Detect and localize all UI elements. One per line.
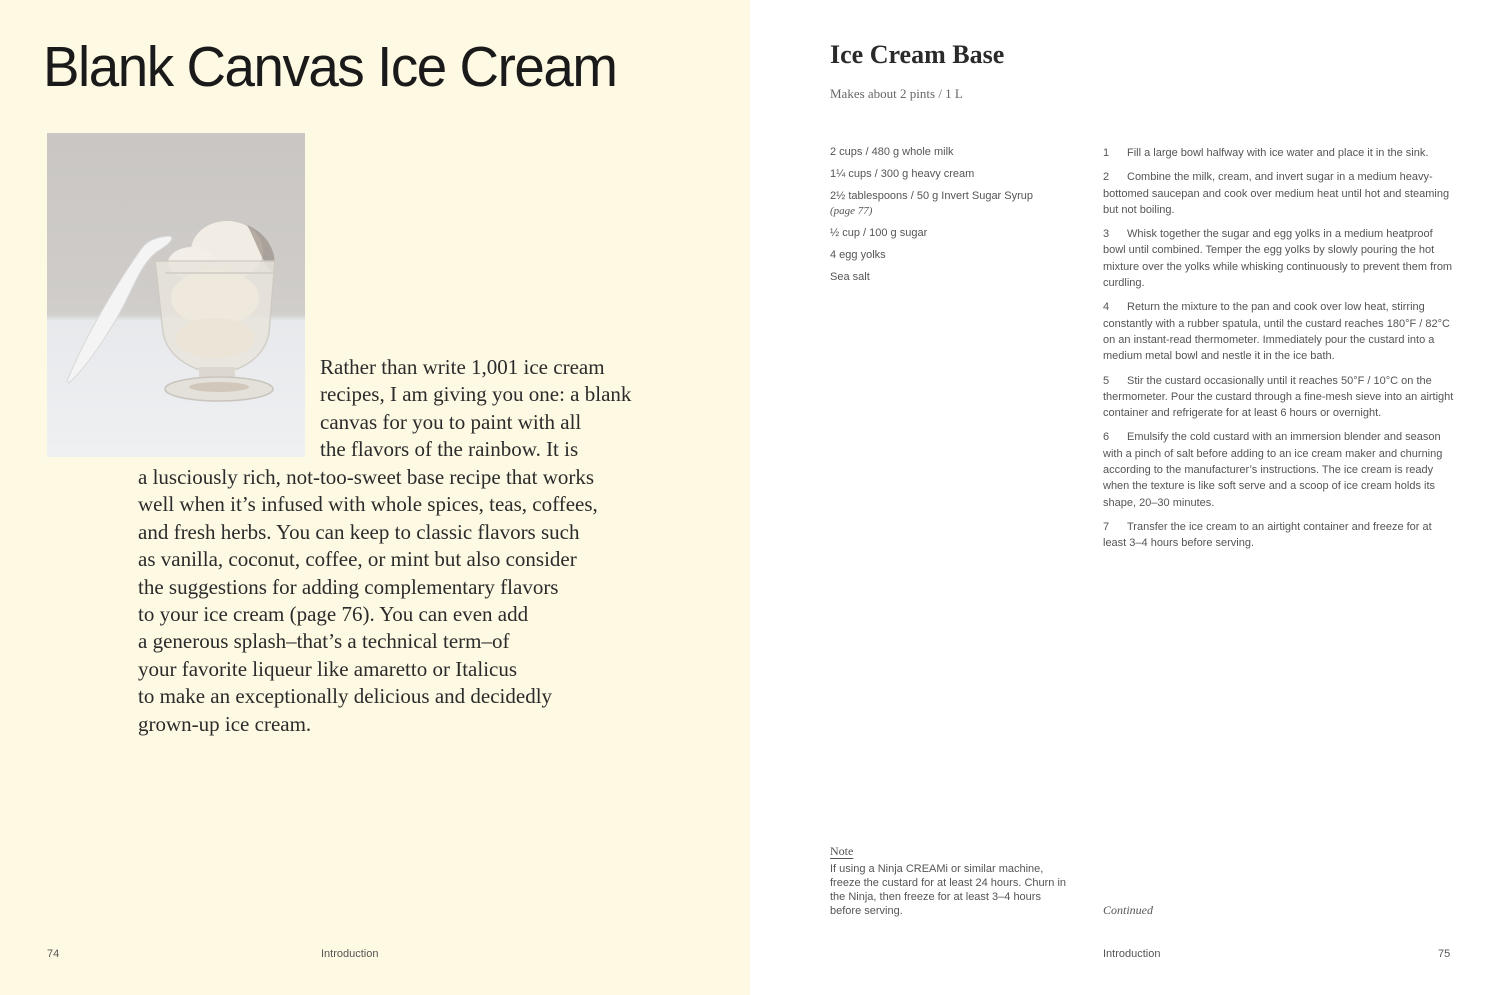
right-page [750,0,1500,995]
recipe-yield: Makes about 2 pints / 1 L [830,86,963,101]
method-step [1103,169,1455,218]
page-number-right: 75 [1438,948,1451,960]
intro-line: to your ice cream (page 76). You can even add [138,602,529,627]
step-text: Emulsify the cold custard with an immersion blender and season with a pinch of salt before adding to an ice cream maker and churning according to the manufacturer’s instructions. The ice cream is ready when the texture is like soft serve and a scoop of ice cream holds its shape, 20–30 minutes. [1103,431,1443,509]
ingredient-item: 4 egg yolks [830,249,886,261]
ingredient-item: Sea salt [830,271,870,283]
step-text: Combine the milk, cream, and invert sugar in a medium heavy-bottomed saucepan and cook over medium heat until hot and steaming but not boiling. [1103,171,1450,216]
intro-line: the flavors of the rainbow. It is [320,437,579,462]
step-text: Return the mixture to the pan and cook over low heat, stirring constantly with a rubber spatula, until the custard reaches 180°F / 82°C on an instant-read thermometer. Immediately pour the custard into a medium metal bowl and nestle it in the ice bath. [1103,301,1450,363]
step-number: 4 [1103,301,1110,314]
running-footer-right: Introduction [1103,948,1161,960]
method-step [1103,519,1455,552]
intro-line: recipes, I am giving you one: a blank [320,382,632,407]
step-text: Transfer the ice cream to an airtight container and freeze for at least 3–4 hours before serving. [1103,520,1432,550]
step-text: Whisk together the sugar and egg yolks in a medium heatproof bowl until combined. Temper the egg yolks by slowly pouring the hot mixture over the yolks while whisking continuously to prevent them from curdling. [1103,228,1453,290]
page-number-left: 74 [47,948,60,960]
intro-line: grown-up ice cream. [138,711,312,736]
intro-line: your favorite liqueur like amaretto or Italicus [138,656,518,681]
intro-line: the suggestions for adding complementary flavors [138,574,559,599]
step-number: 6 [1103,431,1110,444]
ingredient-item: 2½ tablespoons / 50 g Invert Sugar Syrup (page 77) [830,190,1034,217]
recipe-note [830,844,1070,918]
intro-line: as vanilla, coconut, coffee, or mint but also consider [138,547,577,572]
step-number: 2 [1103,171,1110,184]
ingredient-item: 2 cups / 480 g whole milk [830,146,954,158]
page-title: Blank Canvas Ice Cream [43,35,617,99]
ingredient-list [830,145,1070,292]
continued-label: Continued [1103,903,1153,917]
recipe-title: Ice Cream Base [830,40,1005,69]
method-step [1103,145,1455,161]
intro-line: a generous splash–that’s a technical term–of [138,629,510,654]
ingredient-item: ½ cup / 100 g sugar [830,227,928,239]
step-number: 3 [1103,228,1110,241]
step-text: Stir the custard occasionally until it reaches 50°F / 10°C on the thermometer. Pour the custard through a fine-mesh sieve into an airtight container and refrigerate for at least 6 hours or overnight. [1103,374,1454,420]
method-step [1103,299,1455,364]
intro-line: canvas for you to paint with all [320,409,582,434]
page-reference: (page 77) [830,205,873,217]
intro-line: Rather than write 1,001 ice cream [320,355,605,379]
step-number: 1 [1103,147,1110,159]
ice-cream-photo [47,133,305,457]
step-number: 7 [1103,520,1110,533]
method-step [1103,226,1455,291]
intro-line: well when it’s infused with whole spices, teas, coffees, [138,492,598,517]
intro-paragraph-wrap [320,354,631,464]
ice-cream-glass-illustration [47,133,305,457]
intro-line: a lusciously rich, not-too-sweet base recipe that works [138,465,595,489]
method-step [1103,429,1455,510]
method-steps [1103,145,1455,560]
intro-line: to make an exceptionally delicious and decidedly [138,684,553,709]
note-label: Note [830,844,854,858]
intro-paragraph-body [138,464,598,738]
intro-line: and fresh herbs. You can keep to classic flavors such [138,519,580,544]
ingredient-item: 1¼ cups / 300 g heavy cream [830,168,975,180]
step-text: Fill a large bowl halfway with ice water and place it in the sink. [1127,147,1429,159]
note-text: If using a Ninja CREAMi or similar machine, freeze the custard for at least 24 hours. Churn in the Ninja, then freeze for at least 3–4 hours before serving. [830,863,1067,917]
method-step [1103,373,1455,422]
step-number: 5 [1103,374,1110,387]
running-footer-left: Introduction [321,948,379,960]
